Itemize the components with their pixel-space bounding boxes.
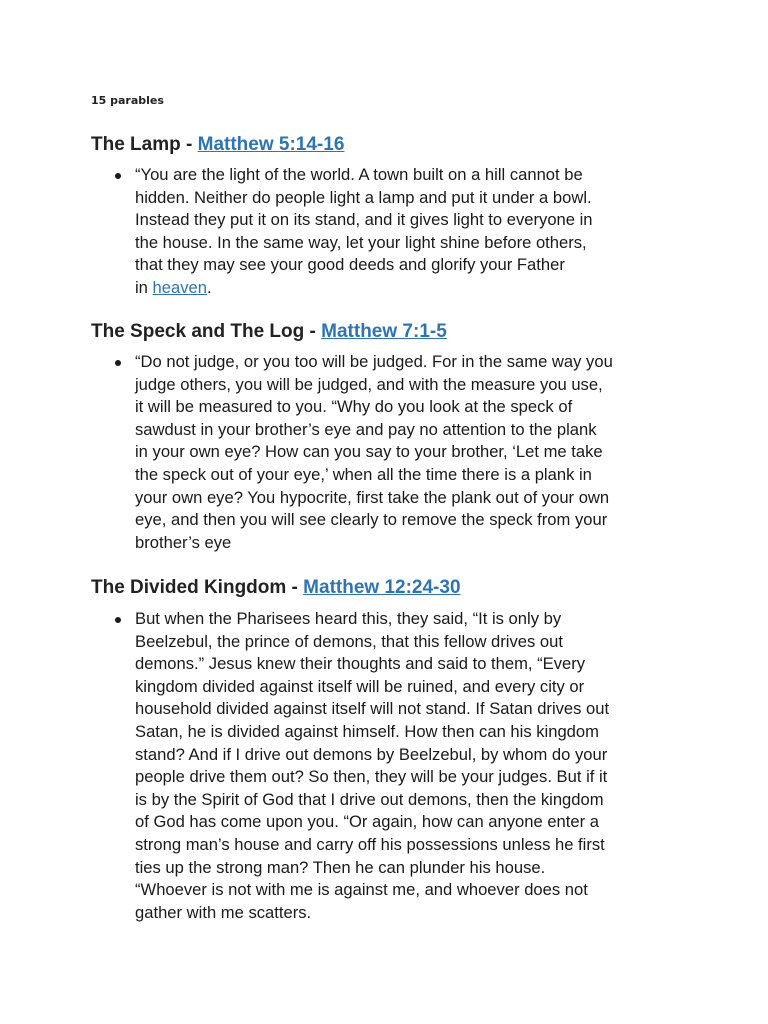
text-line: it will be measured to you. “Why do you look at the speck of	[135, 397, 573, 417]
bullet-dot-icon	[115, 360, 121, 366]
scripture-link[interactable]: Matthew 12:24-30	[303, 577, 461, 598]
text-line: Beelzebul, the prince of demons, that this fellow drives out	[135, 631, 563, 651]
heaven-link[interactable]: heaven	[152, 277, 207, 297]
text-line: But when the Pharisees heard this, they said, “It is only by	[135, 609, 562, 628]
text-line: demons.” Jesus knew their thoughts and said to them, “Every	[135, 654, 586, 674]
section-the-lamp	[91, 133, 691, 300]
text-line: people drive them out? So then, they will be your judges. But if it	[135, 767, 608, 787]
text-suffix: .	[206, 277, 212, 297]
text-line: “Do not judge, or you too will be judged. For in the same way you	[135, 352, 613, 371]
section-title: The Speck and The Log -	[91, 321, 322, 342]
text-prefix: in	[135, 277, 153, 297]
text-line: in your own eye? How can you say to your brother, ‘Let me take	[135, 442, 603, 462]
text-line: ties up the strong man? Then he can plunder his house.	[135, 857, 546, 877]
text-line: the speck out of your eye,’ when all the time there is a plank in	[135, 464, 592, 484]
section-heading	[91, 133, 691, 157]
text-line: “Whoever is not with me is against me, and whoever does not	[135, 880, 588, 900]
text-line: is by the Spirit of God that I drive out demons, then the kingdom	[135, 789, 604, 809]
text-line: kingdom divided against itself will be ruined, and every city or	[135, 676, 585, 696]
text-line: of God has come upon you. “Or again, how can anyone enter a	[135, 812, 599, 832]
section-title: The Lamp -	[91, 134, 198, 155]
document-label: 15 parables	[91, 94, 164, 107]
section-divided-kingdom	[91, 576, 691, 924]
text-line: sawdust in your brother’s eye and pay no attention to the plank	[135, 419, 597, 439]
text-line: judge others, you will be judged, and with the measure you use,	[135, 374, 603, 394]
text-line: brother’s eye	[135, 532, 232, 552]
bullet-item	[91, 608, 691, 924]
section-heading	[91, 320, 691, 344]
section-heading	[91, 576, 691, 600]
text-line: gather with me scatters.	[135, 902, 312, 922]
text-line	[135, 277, 691, 300]
text-line: Satan, he is divided against himself. How then can his kingdom	[135, 721, 599, 741]
text-line: strong man’s house and carry off his possessions unless he first	[135, 834, 605, 854]
scripture-link[interactable]: Matthew 7:1-5	[321, 321, 447, 342]
text-line: “You are the light of the world. A town built on a hill cannot be	[135, 165, 583, 184]
text-line: that they may see your good deeds and glorify your Father	[135, 255, 565, 275]
text-line: stand? And if I drive out demons by Beelzebul, by whom do your	[135, 744, 608, 764]
section-speck-and-log	[91, 320, 691, 554]
text-line: hidden. Neither do people light a lamp and put it under a bowl.	[135, 187, 592, 207]
text-line: Instead they put it on its stand, and it gives light to everyone in	[135, 210, 593, 230]
bullet-dot-icon	[115, 173, 121, 179]
text-line: your own eye? You hypocrite, first take the plank out of your own	[135, 487, 610, 507]
scripture-link[interactable]: Matthew 5:14-16	[197, 134, 345, 155]
bullet-dot-icon	[115, 617, 121, 623]
bullet-item	[91, 351, 691, 554]
text-line: the house. In the same way, let your light shine before others,	[135, 232, 587, 252]
bullet-item	[91, 164, 691, 300]
text-line: household divided against itself will not stand. If Satan drives out	[135, 699, 610, 719]
text-line: eye, and then you will see clearly to remove the speck from your	[135, 510, 608, 530]
section-title: The Divided Kingdom -	[91, 577, 304, 598]
